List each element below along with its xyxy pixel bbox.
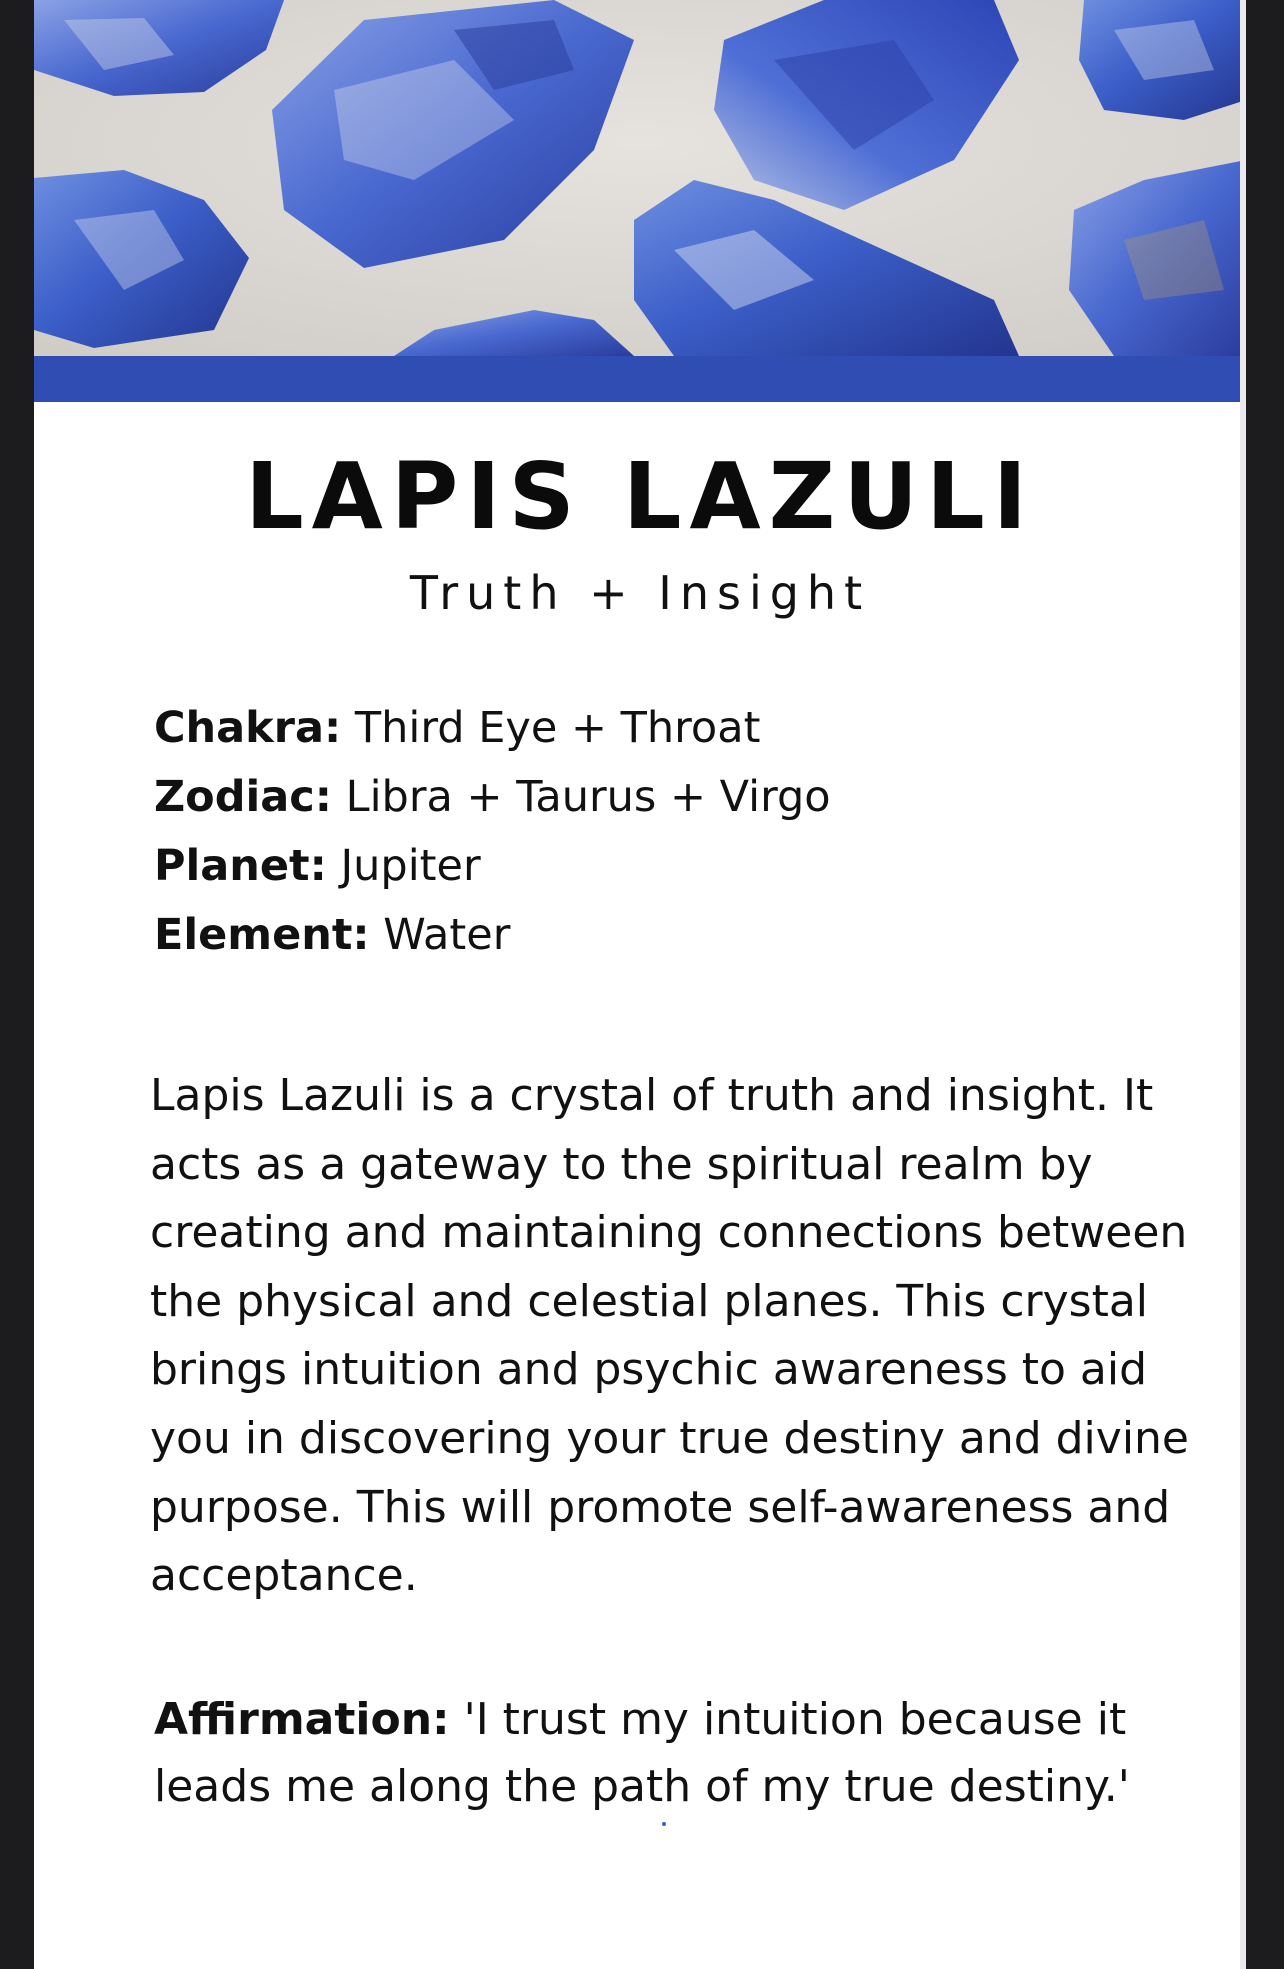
property-value: Water (383, 910, 511, 960)
page-subtitle: Truth + Insight (409, 566, 871, 620)
property-value: Libra + Taurus + Virgo (345, 772, 831, 822)
property-label: Element: (154, 910, 370, 960)
property-element (154, 905, 1154, 974)
lapis-stones-photo (34, 0, 1246, 356)
hero-image (34, 0, 1246, 356)
card-edge (1240, 0, 1246, 1969)
properties-list (154, 698, 1154, 974)
property-zodiac (154, 767, 1154, 836)
accent-bar (34, 356, 1246, 402)
affirmation-text: 'I trust my intuition because it leads me along the path of my true destiny.' (154, 1694, 1130, 1812)
property-value: Third Eye + Throat (354, 703, 761, 753)
property-value: Jupiter (340, 841, 481, 891)
affirmation-label: Affirmation: (154, 1694, 450, 1745)
description-paragraph: Lapis Lazuli is a crystal of truth and insight. It acts as a gateway to the spiritual realm by creating and maintaining connections between the physical and celestial planes. This crystal brings intuition and psychic awareness to aid you in discovering your true destiny and divine purpose. This will promote self-awareness and acceptance. (150, 1070, 1190, 1602)
page-title: LAPIS LAZULI (245, 443, 1035, 550)
property-label: Planet: (154, 841, 327, 891)
property-chakra (154, 698, 1154, 767)
property-label: Chakra: (154, 703, 342, 753)
affirmation (154, 1686, 1194, 1820)
property-planet (154, 836, 1154, 905)
crystal-card (34, 0, 1246, 1969)
property-label: Zodiac: (154, 772, 332, 822)
decorative-dot (662, 1822, 666, 1826)
